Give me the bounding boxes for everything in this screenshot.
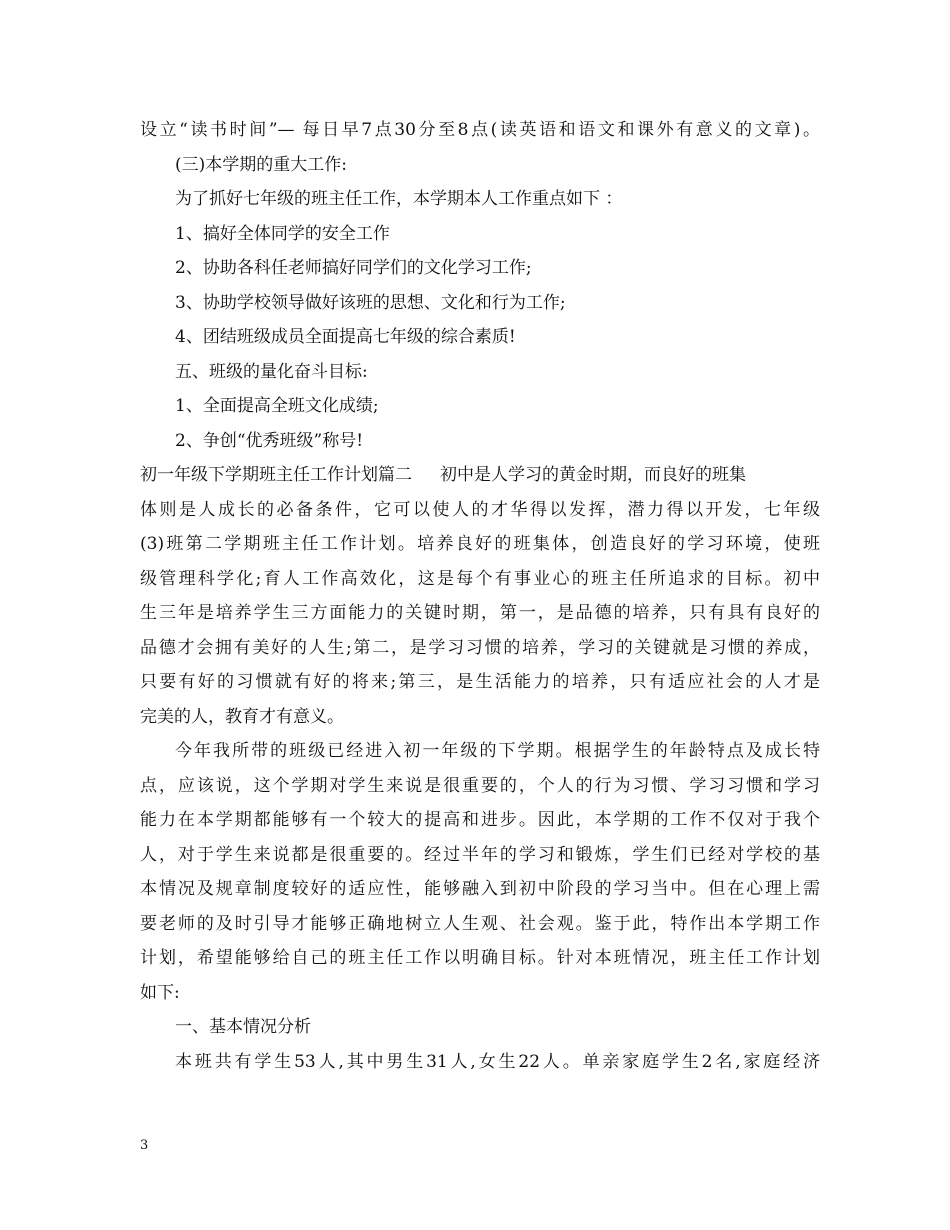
text-line: 今年我所带的班级已经进入初一年级的下学期。根据学生的年龄特点及成长特 <box>175 741 820 761</box>
list-item: 3、协助学校领导做好该班的思想、文化和行为工作; <box>175 292 566 313</box>
text-line: 生三年是培养学生三方面能力的关键时期，第一，是品德的培养，只有具有良好的 <box>140 603 820 623</box>
article-title: 初一年级下学期班主任工作计划篇二 <box>140 465 412 485</box>
text-line: 能力在本学期都能够有一个较大的提高和进步。因此，本学期的工作不仅对于我个 <box>140 810 820 830</box>
text-line: 体则是人成长的必备条件，它可以使人的才华得以发挥，潜力得以开发，七年级 <box>140 499 820 520</box>
text-line: 人，对于学生来说都是很重要的。经过半年的学习和锻炼，学生们已经对学校的基 <box>140 844 820 865</box>
text-line: 设立“读书时间”— 每日早7点30分至8点(读英语和语文和课外有意义的文章)。 <box>140 120 820 140</box>
text-line: 完美的人，教育才有意义。 <box>140 706 344 727</box>
text-line: 计划，希望能够给自己的班主任工作以明确目标。针对本班情况，班主任工作计划 <box>140 948 820 968</box>
text-line: 品德才会拥有美好的人生;第二，是学习习惯的培养，学习的关键就是习惯的养成， <box>140 637 820 658</box>
text-line: (3)班第二学期班主任工作计划。培养良好的班集体，创造良好的学习环境，使班 <box>140 534 820 554</box>
list-item: 4、团结班级成员全面提高七年级的综合素质! <box>175 327 516 347</box>
text-line: 只要有好的习惯就有好的将来;第三，是生活能力的培养，只有适应社会的人才是 <box>140 672 820 692</box>
text-line: 本班共有学生53人,其中男生31人,女生22人。单亲家庭学生2名,家庭经济 <box>175 1051 820 1072</box>
text-line: 级管理科学化;育人工作高效化，这是每个有事业心的班主任所追求的目标。初中 <box>140 568 820 589</box>
list-item: 1、搞好全体同学的安全工作 <box>175 223 390 244</box>
list-item: 2、争创“优秀班级”称号! <box>175 430 364 451</box>
page-number: 3 <box>140 1138 149 1153</box>
document-body <box>140 113 820 1079</box>
article-intro: 初中是人学习的黄金时期，而良好的班集 <box>440 465 746 485</box>
section-heading: 一、基本情况分析 <box>175 1017 311 1037</box>
text-line: 本情况及规章制度较好的适应性，能够融入到初中阶段的学习当中。但在心理上需 <box>140 879 820 899</box>
text-line: 要老师的及时引导才能够正确地树立人生观、社会观。鉴于此，特作出本学期工作 <box>140 913 820 934</box>
text-line: 点，应该说，这个学期对学生来说是很重要的，个人的行为习惯、学习习惯和学习 <box>140 775 820 796</box>
text-line: (三)本学期的重大工作: <box>175 154 347 175</box>
section-heading: 五、班级的量化奋斗目标: <box>175 361 368 382</box>
text-line: 如下: <box>140 982 180 1003</box>
list-item: 2、协助各科任老师搞好同学们的文化学习工作; <box>175 258 532 278</box>
text-line: 为了抓好七年级的班主任工作，本学期本人工作重点如下 ： <box>175 189 623 209</box>
article-heading-line <box>140 458 820 493</box>
list-item: 1、全面提高全班文化成绩; <box>175 396 379 416</box>
